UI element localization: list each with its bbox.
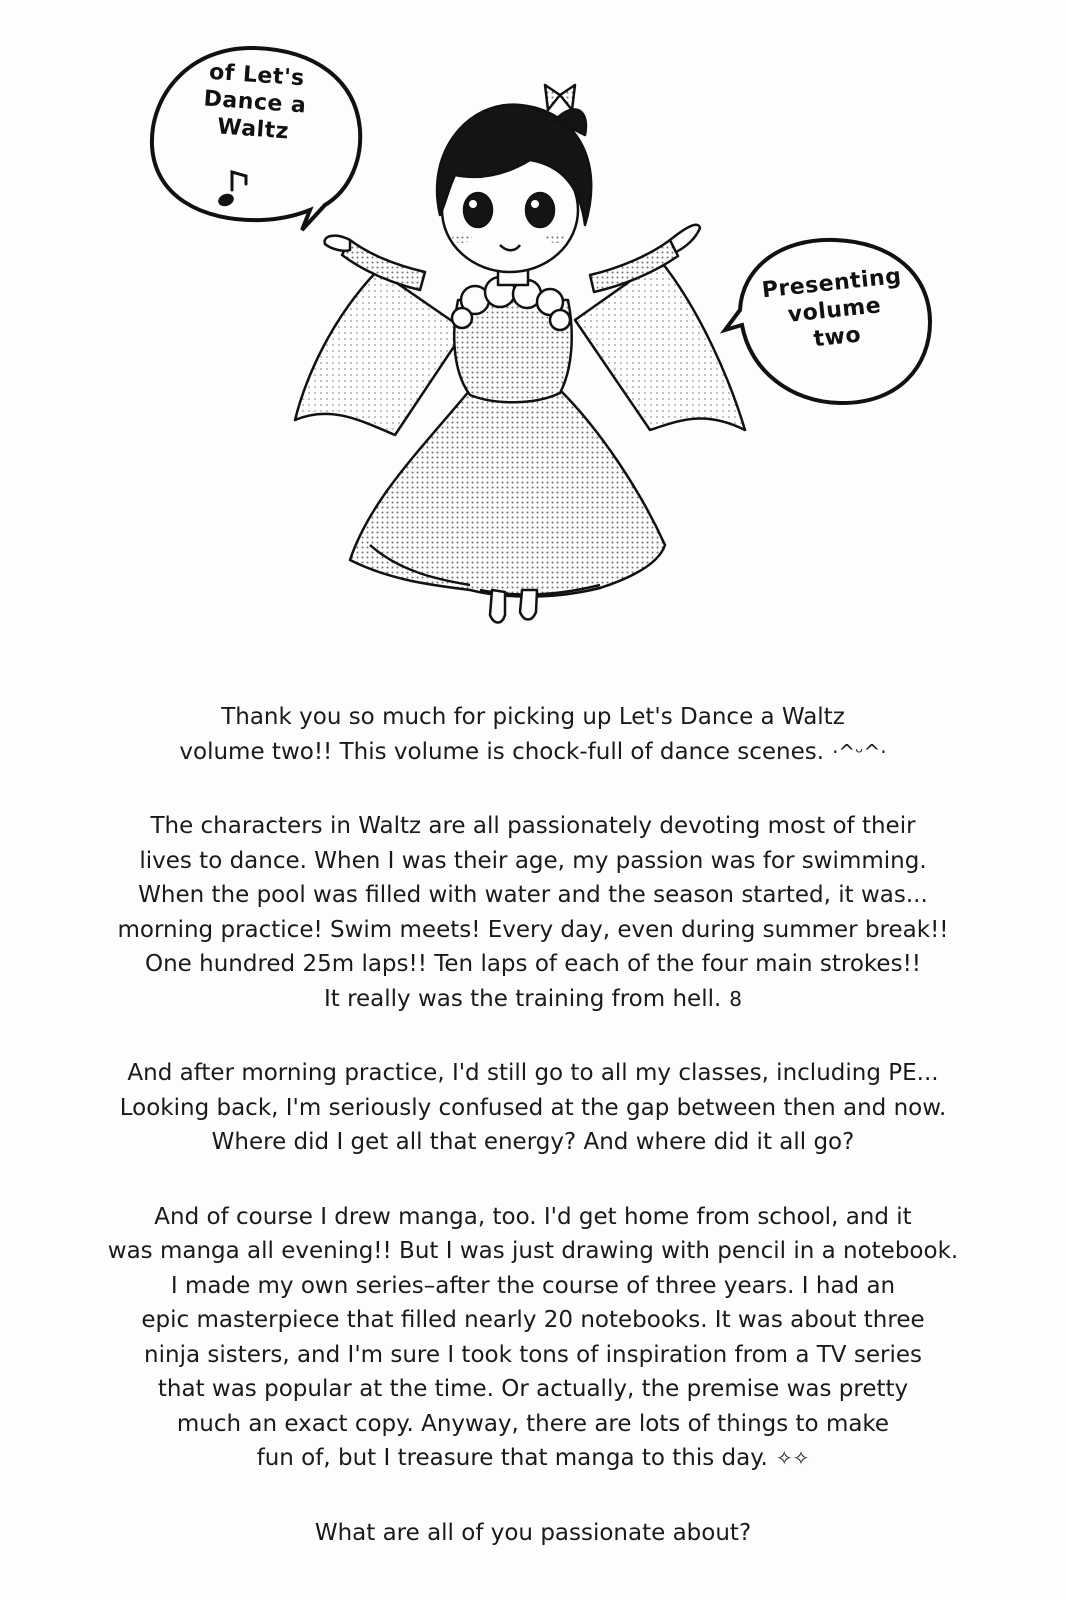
note-line: Where did I get all that energy? And where did it all go? — [211, 1129, 855, 1155]
sweat-drop-icon: 8 — [729, 986, 743, 1011]
note-line: When the pool was filled with water and the season started, it was... — [138, 882, 928, 908]
note-line: The characters in Waltz are all passionately devoting most of their — [150, 813, 916, 839]
dancer-figure — [295, 85, 745, 623]
sparkle-icon: ✧✧ — [775, 1446, 810, 1470]
note-line — [0, 1441, 1066, 1476]
note-line-text: fun of, but I treasure that manga to this day. — [256, 1445, 768, 1471]
note-line: What are all of you passionate about? — [314, 1519, 752, 1546]
bubble-right-line: Presenting — [760, 263, 903, 304]
note-line: was manga all evening!! But I was just drawing with pencil in a notebook. — [107, 1238, 959, 1264]
note-line: morning practice! Swim meets! Every day, even during summer break!! — [117, 916, 949, 943]
note-line: epic masterpiece that filled nearly 20 notebooks. It was about three — [141, 1307, 925, 1333]
bubble-left-line: Dance a — [202, 86, 308, 119]
bubble-left-text — [177, 57, 332, 148]
note-paragraph-3 — [0, 1056, 1066, 1160]
note-line: And of course I drew manga, too. I'd get home from school, and it — [154, 1203, 912, 1230]
author-note — [0, 700, 1066, 1590]
note-paragraph-2 — [0, 809, 1066, 1016]
note-line-text: volume two!! This volume is chock-full of dance scenes. — [179, 738, 825, 765]
note-line: that was popular at the time. Or actually, the premise was pretty — [157, 1376, 909, 1402]
note-line: I made my own series–after the course of three years. I had an — [170, 1272, 896, 1299]
note-line: And after morning practice, I'd still go to all my classes, including PE... — [127, 1060, 939, 1086]
bubble-right-line: volume — [786, 293, 883, 328]
note-line: One hundred 25m laps!! Ten laps of each of the four main strokes!! — [144, 951, 922, 977]
bubble-left-line: of Let's — [208, 59, 306, 92]
note-line: much an exact copy. Anyway, there are lots of things to make — [176, 1410, 890, 1437]
bubble-left-line: Waltz — [216, 114, 290, 145]
note-paragraph-4 — [0, 1200, 1066, 1476]
note-line: ninja sisters, and I'm sure I took tons of inspiration from a TV series — [144, 1341, 922, 1368]
note-line — [0, 982, 1066, 1017]
note-line: Thank you so much for picking up Let's Dance a Waltz — [221, 704, 845, 730]
note-line: Looking back, I'm seriously confused at the gap between then and now. — [119, 1094, 947, 1121]
note-line — [0, 735, 1066, 770]
note-line-text: It really was the training from hell. — [323, 985, 722, 1012]
note-paragraph-5 — [0, 1516, 1066, 1551]
happy-face-icon: ·^ᵕ^· — [832, 739, 887, 764]
note-line: lives to dance. When I was their age, my passion was for swimming. — [139, 847, 927, 874]
bubble-right-line: two — [812, 322, 863, 353]
bubble-right-text — [748, 262, 921, 360]
note-paragraph-1 — [0, 700, 1066, 769]
